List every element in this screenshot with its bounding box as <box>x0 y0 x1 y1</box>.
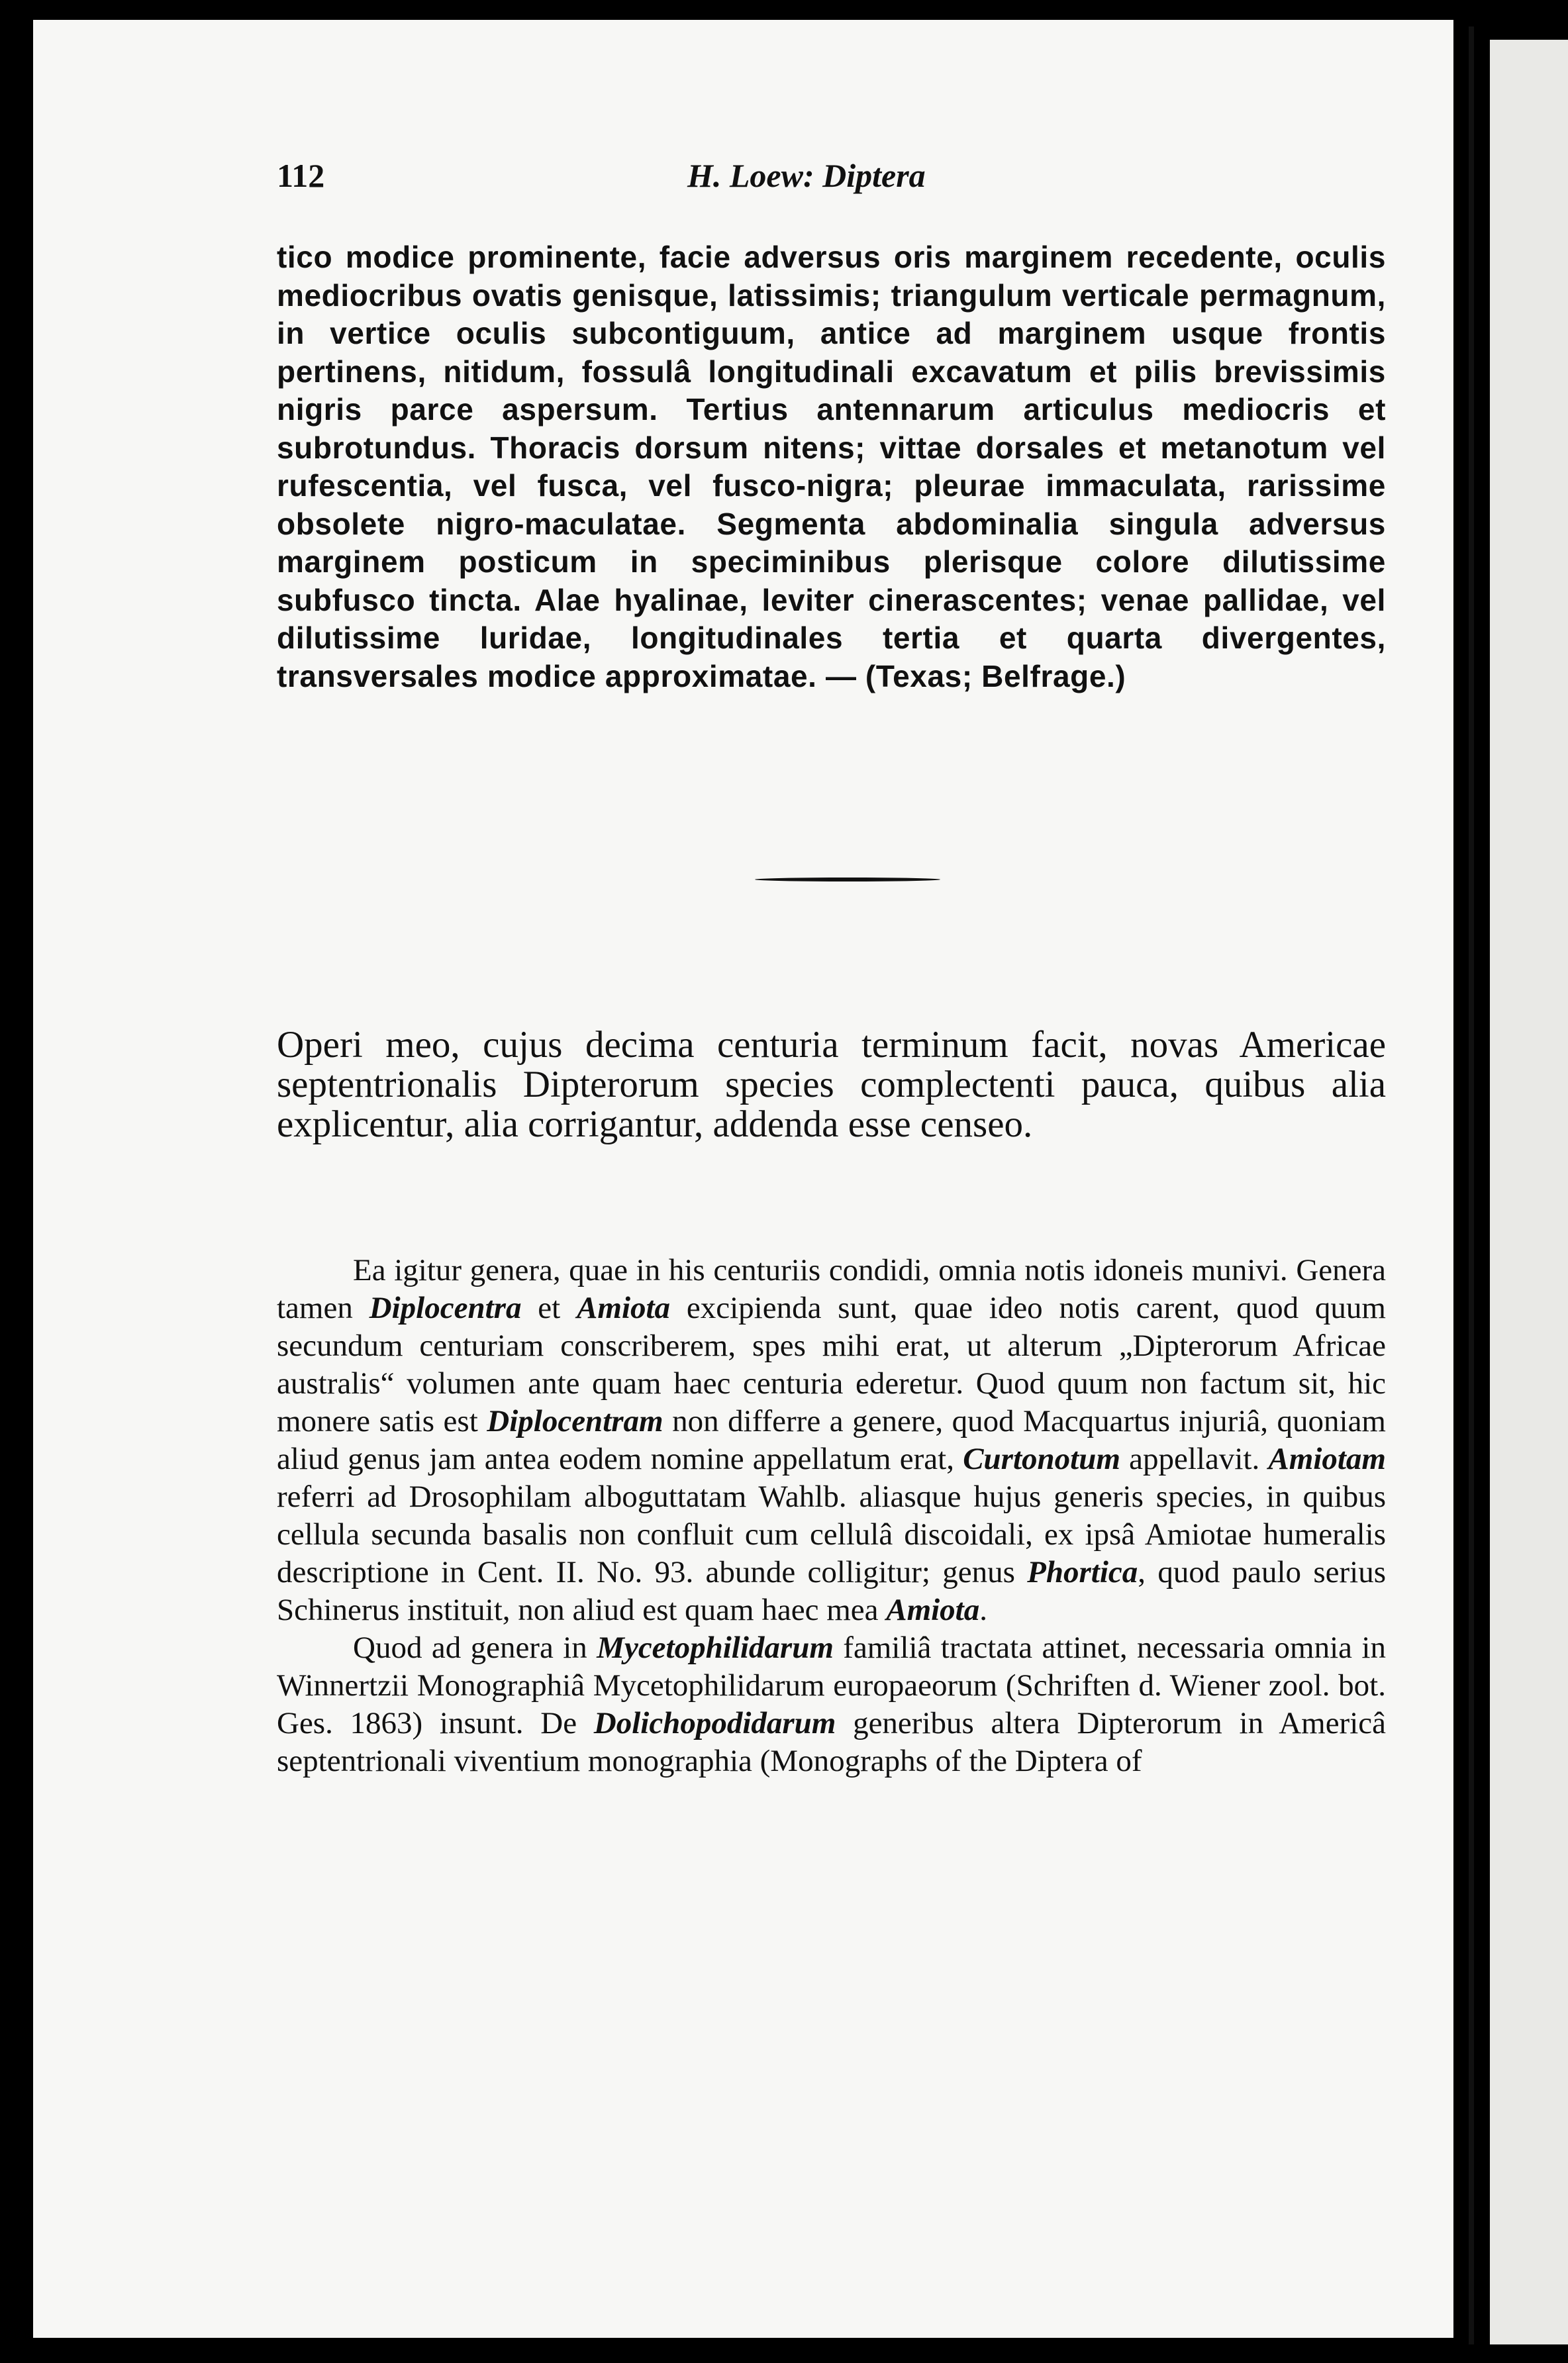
text-run: Ea igitur genera, quae in his centuriis condidi, omnia notis idoneis munivi. Genera tamen <box>277 1253 1386 1325</box>
text-run: excipienda sunt, quae ideo notis carent, quod quum secundum centuriam conscriberem, spes mihi erat, ut alterum „Dipterorum Africae australis“ volumen ante quam haec centuria ederetur. Quod quum non factum sit, hic monere satis est <box>277 1291 1386 1438</box>
text-run: generibus altera Dipterorum in Americâ septentrionali viventium monographia (Monographs of the Diptera of <box>277 1706 1386 1778</box>
text-run: et <box>521 1291 577 1325</box>
next-page-edge <box>1490 40 1568 2344</box>
text-run: , quod paulo serius Schinerus instituit, non aliud est quam haec mea <box>277 1555 1386 1627</box>
genus-name: Amiota <box>577 1291 671 1325</box>
paragraph-text: Operi meo, cujus decima centuria terminum facit, novas Americae septentrionalis Dipterorum species complectenti pauca, quibus alia explicentur, alia corrigantur, addenda esse censeo. <box>277 1024 1386 1145</box>
genus-name: Diplocentram <box>487 1404 663 1438</box>
paragraph-text: tico modice prominente, facie adversus oris marginem recedente, oculis mediocribus ovatis genisque, latissimis; triangulum verticale permagnum, in vertice oculis subcontiguum, antice ad marginem usque frontis pertinens, nitidum, fossulâ longitudinali excavatum et pilis brevissimis nigris parce aspersum. Tertius antennarum articulus mediocris et subrotundus. Thoracis dorsum nitens; vittae dorsales et metanotum vel rufescentia, vel fusca, vel fusco-nigra; pleurae immaculata, rarissime obsolete nigro-maculatae. Segmenta abdominalia singula adversus marginem posticum in speciminibus plerisque colore dilutissime subfusco tincta. Alae hyalinae, leviter cinerascentes; venae pallidae, vel dilutissime luridae, longitudinales tertia et quarta divergentes, transversales modice approximatae. — (Texas; Belfrage.) <box>277 240 1386 693</box>
paragraph-species-description <box>277 238 1386 695</box>
section-divider-rule <box>755 878 940 881</box>
genus-name: Curtonotum <box>963 1442 1120 1476</box>
paragraph-genera <box>277 1252 1386 1629</box>
paragraph-introduction <box>277 1025 1386 1144</box>
text-run: . <box>979 1593 987 1627</box>
family-name: Dolichopodidarum <box>593 1706 836 1740</box>
text-run: Quod ad genera in <box>353 1631 597 1665</box>
text-run: appellavit. <box>1120 1442 1269 1476</box>
page-number: 112 <box>277 157 325 194</box>
paragraph-families <box>277 1629 1386 1780</box>
page-edge-shadow <box>1469 26 1474 2344</box>
text-run: familiâ tractata attinet, necessaria omnia in Winnertzii Monographiâ Mycetophilidarum europaeorum (Schriften d. Wiener zool. bot. Ges. 1863) insunt. De <box>277 1631 1386 1740</box>
text-run: non differre a genere, quod Macquartus injuriâ, quoniam aliud genus jam antea eodem nomine appellatum erat, <box>277 1404 1386 1476</box>
text-run: referri ad Drosophilam alboguttatam Wahlb. aliasque hujus generis species, in quibus cellula secunda basalis non confluit cum cellulâ discoidali, ex ipsâ Amiotae humeralis descriptione in Cent. II. No. 93. abunde colligitur; genus <box>277 1480 1386 1589</box>
genus-name: Amiota <box>886 1593 980 1627</box>
genus-name: Amiotam <box>1268 1442 1386 1476</box>
page-header <box>277 152 1386 199</box>
genus-name: Phortica <box>1027 1555 1138 1589</box>
family-name: Mycetophilidarum <box>597 1631 834 1665</box>
running-title: H. Loew: Diptera <box>687 157 926 194</box>
paragraph-body <box>277 1252 1386 1780</box>
genus-name: Diplocentra <box>369 1291 522 1325</box>
